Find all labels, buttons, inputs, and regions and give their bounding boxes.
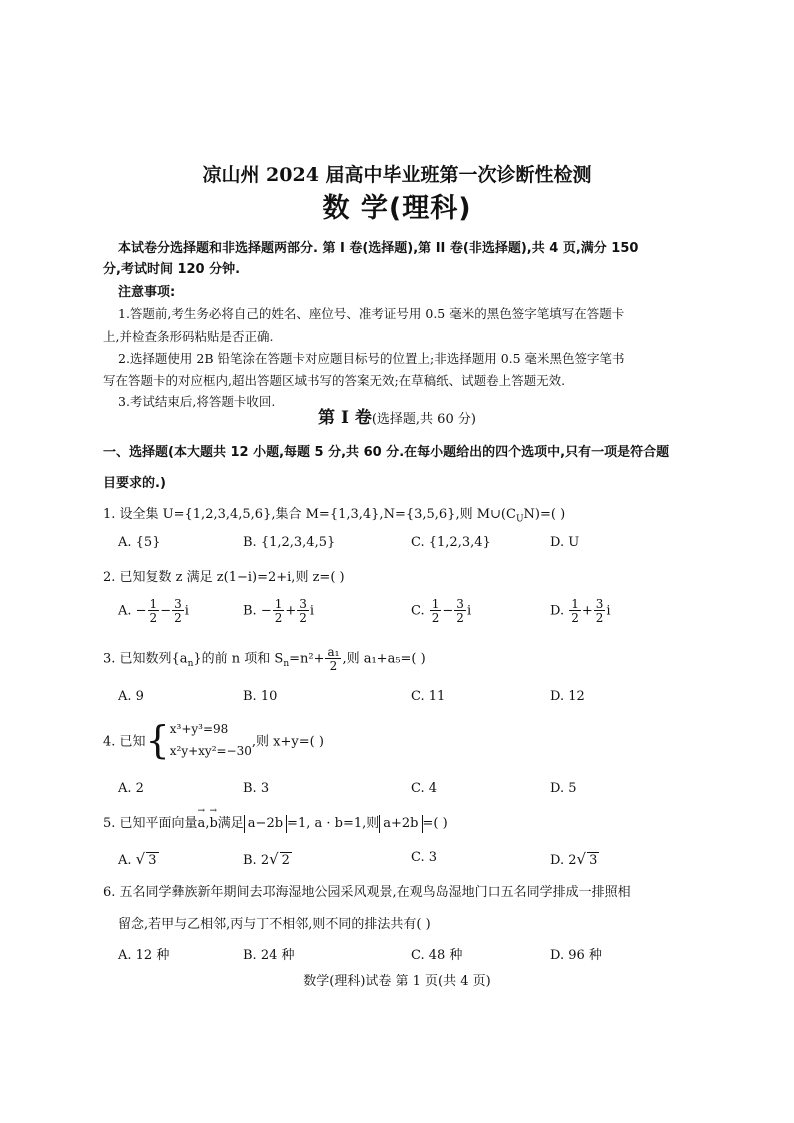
question-6-stem-line-1: 6. 五名同学彝族新年期间去邛海湿地公园采风观景,在观鸟岛湿地门口五名同学排成一排照相 xyxy=(103,885,631,900)
q2-option-b[interactable]: B. − $\frac{1}{2}$ + $\frac{3}{2}$ i xyxy=(243,597,315,625)
note-line-1: 1.答题前,考生务必将自己的姓名、座位号、准考证号用 0.5 毫米的黑色签字笔填写在答题卡 xyxy=(118,306,625,321)
abs-a-minus-2b: a−2b xyxy=(244,815,287,833)
q6-option-c[interactable]: C. 48 种 xyxy=(411,948,463,963)
q3-option-c[interactable]: C. 11 xyxy=(411,689,446,704)
section-instruction-2: 目要求的.) xyxy=(103,476,166,491)
note-line-3: 2.选择题使用 2B 铅笔涂在答题卡对应题目标号的位置上;非选择题用 0.5 毫米黑色签字笔书 xyxy=(118,351,625,366)
q4-option-a[interactable]: A. 2 xyxy=(118,781,144,796)
q2-option-a[interactable]: A. − $\frac{1}{2}$ − $\frac{3}{2}$ i xyxy=(118,597,189,625)
question-5-stem: 5. 已知平面向量→ a,→ b满足 a−2b =1, a · b=1,则 a+2b =( ) xyxy=(103,812,448,833)
question-3-stem: 3. 已知数列$\{a_n\}$的前 n 项和 $S_n=n^2+$ $\frac{\text{a₁}}{2}$ ,则 a₁+a₅=( ) xyxy=(103,645,426,673)
section-subtitle: (选择题,共 60 分) xyxy=(371,412,476,427)
subject-title: 数 学(理科) xyxy=(322,193,472,224)
q2-option-c[interactable]: C. $\frac{1}{2}$ − $\frac{3}{2}$ i xyxy=(411,597,472,625)
q1-option-a[interactable]: A. {5} xyxy=(118,535,161,550)
section-title: 第 I 卷 xyxy=(318,408,372,428)
q1-option-d[interactable]: D. U xyxy=(550,535,580,550)
question-1-stem: 1. 设全集 U={1,2,3,4,5,6},集合 M={1,3,4},N={3,5,6},则 $M\cup(C_UN)=$( ) xyxy=(103,507,566,525)
abs-a-plus-2b: a+2b xyxy=(379,815,422,833)
q5-option-a[interactable]: A. √ 3 xyxy=(118,850,157,868)
question-2-stem: 2. 已知复数 z 满足 z(1−i)=2+i,则 z=( ) xyxy=(103,570,345,585)
exam-title: 凉山州 2024 届高中毕业班第一次诊断性检测 xyxy=(202,164,592,186)
q3-option-d[interactable]: D. 12 xyxy=(550,689,585,704)
note-line-2: 上,并检查条形码粘贴是否正确. xyxy=(103,329,274,344)
q6-option-b[interactable]: B. 24 种 xyxy=(243,948,295,963)
section-instruction-1: 一、选择题(本大题共 12 小题,每题 5 分,共 60 分.在每小题给出的四个选项中,只有一项是符合题 xyxy=(103,445,670,460)
q3-option-b[interactable]: B. 10 xyxy=(243,689,278,704)
q4-equation-2: x²y+xy²=−30 xyxy=(169,744,252,758)
q6-option-a[interactable]: A. 12 种 xyxy=(118,948,170,963)
section-heading xyxy=(0,403,794,428)
q5-option-d[interactable]: D. 2√ 3 xyxy=(550,850,598,868)
q3-option-a[interactable]: A. 9 xyxy=(118,689,144,704)
intro-line-2: 分,考试时间 120 分钟. xyxy=(103,262,241,277)
page-footer: 数学(理科)试卷 第 1 页(共 4 页) xyxy=(303,974,491,989)
q4-equation-1: x³+y³=98 xyxy=(169,722,229,736)
notice-heading: 注意事项: xyxy=(118,285,176,300)
question-4-stem: 4. 已知{ x³+y³=98 x²y+xy²=−30 ,则 x+y=( ) xyxy=(103,718,324,762)
question-6-stem-line-2: 留念,若甲与乙相邻,丙与丁不相邻,则不同的排法共有( ) xyxy=(118,917,431,932)
q5-option-c[interactable]: C. 3 xyxy=(411,850,438,865)
q4-option-d[interactable]: D. 5 xyxy=(550,781,577,796)
note-line-4: 写在答题卡的对应框内,超出答题区域书写的答案无效;在草稿纸、试题卷上答题无效. xyxy=(103,373,566,388)
q1-option-c[interactable]: C. {1,2,3,4} xyxy=(411,535,491,550)
note-line-5: 3.考试结束后,将答题卡收回. xyxy=(118,394,276,409)
q1-option-b[interactable]: B. {1,2,3,4,5} xyxy=(243,535,336,550)
q4-option-b[interactable]: B. 3 xyxy=(243,781,270,796)
q5-option-b[interactable]: B. 2√ 2 xyxy=(243,850,290,868)
q4-option-c[interactable]: C. 4 xyxy=(411,781,438,796)
q2-option-d[interactable]: D. $\frac{1}{2}$ + $\frac{3}{2}$ i xyxy=(550,597,611,625)
q6-option-d[interactable]: D. 96 种 xyxy=(550,948,602,963)
dot-product: a · b xyxy=(314,816,343,831)
intro-line-1: 本试卷分选择题和非选择题两部分. 第 I 卷(选择题),第 II 卷(非选择题),共 4 页,满分 150 xyxy=(118,241,639,256)
